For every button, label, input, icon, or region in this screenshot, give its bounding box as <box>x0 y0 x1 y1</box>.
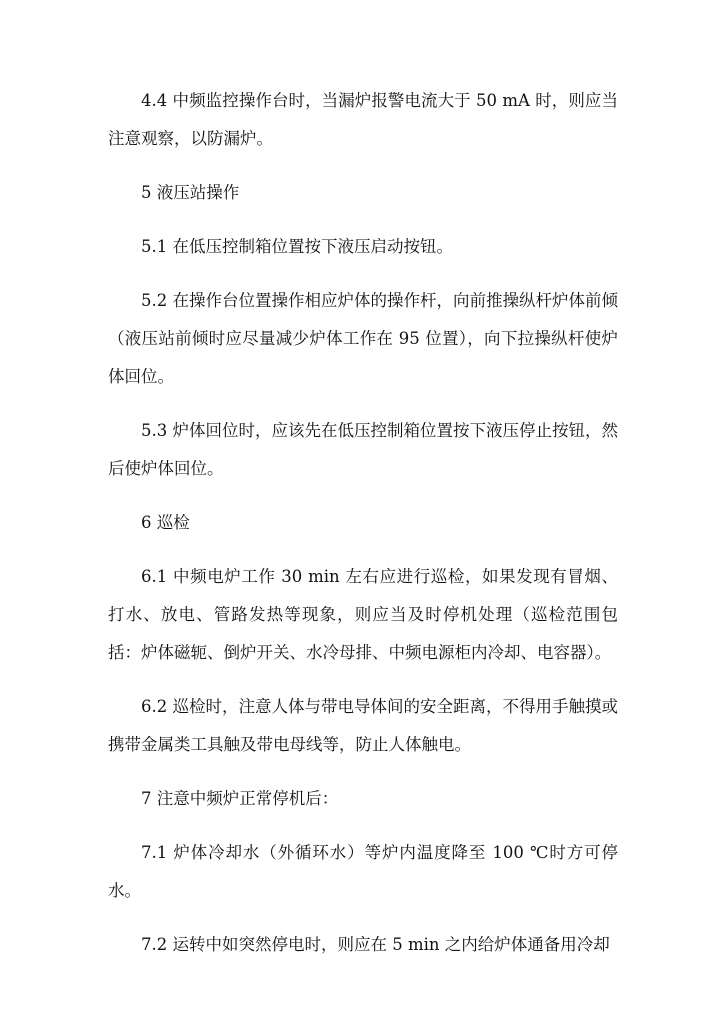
heading-5: 5 液压站操作 <box>141 183 240 202</box>
paragraph-5-3: 5.3 炉体回位时，应该先在低压控制箱位置按下液压停止按钮，然后使炉体回位。 <box>108 421 618 478</box>
paragraph-4-4: 4.4 中频监控操作台时，当漏炉报警电流大于 50 mA 时，则应当注意观察，以防漏炉。 <box>108 91 618 148</box>
paragraph-5-1: 5.1 在低压控制箱位置按下液压启动按钮。 <box>141 237 453 256</box>
paragraph-6-1: 6.1 中频电炉工作 30 min 左右应进行巡检，如果发现有冒烟、打水、放电、管路发热等现象，则应当及时停机处理（巡检范围包括：炉体磁轭、倒炉开关、水冷母排、中频电源柜内冷却、电容器）。 <box>108 567 618 662</box>
paragraph-6-2: 6.2 巡检时，注意人体与带电导体间的安全距离，不得用手触摸或携带金属类工具触及带电母线等，防止人体触电。 <box>108 697 618 754</box>
heading-6: 6 巡检 <box>141 513 190 532</box>
paragraph-7-1: 7.1 炉体冷却水（外循环水）等炉内温度降至 100 ℃时方可停水。 <box>108 843 618 900</box>
document-body <box>108 82 618 980</box>
heading-7: 7 注意中频炉正常停机后： <box>141 789 339 808</box>
paragraph-7-2: 7.2 运转中如突然停电时，则应在 5 min 之内给炉体通备用冷却 <box>141 935 610 954</box>
paragraph-5-2: 5.2 在操作台位置操作相应炉体的操作杆，向前推操纵杆炉体前倾（液压站前倾时应尽量减少炉体工作在 95 位置），向下拉操纵杆使炉体回位。 <box>108 291 618 386</box>
